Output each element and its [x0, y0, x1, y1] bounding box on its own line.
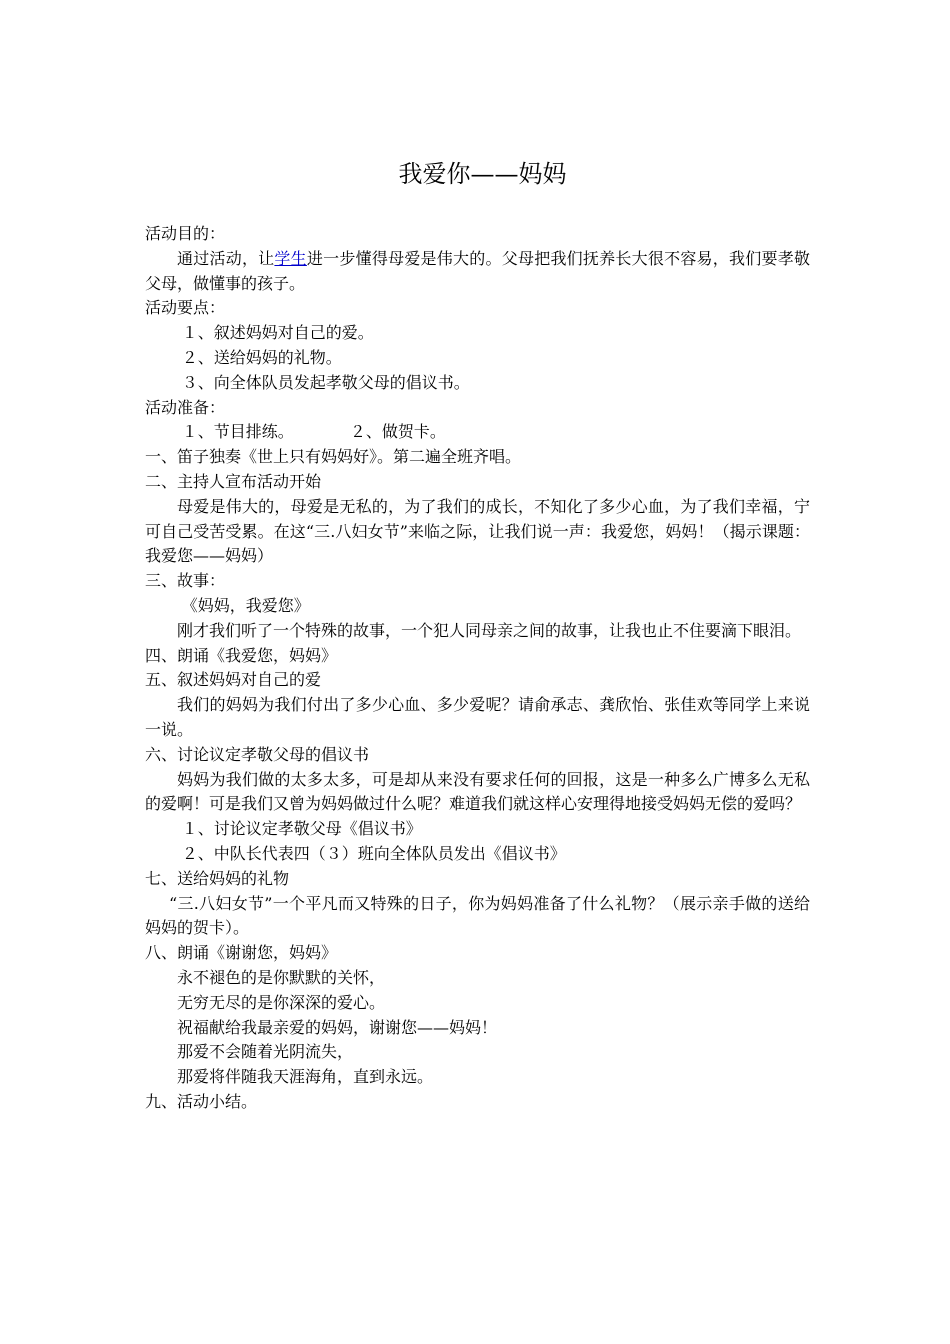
poem-line-2: 无穷无尽的是你深深的爱心。: [177, 992, 386, 1012]
point-item-1: １、叙述妈妈对自己的爱。: [181, 323, 374, 343]
section-6-item-1: １、讨论议定孝敬父母《倡议书》: [181, 819, 422, 839]
prep-items: [145, 420, 810, 445]
document-title: 我爱你——妈妈: [398, 160, 567, 188]
poem-line-3: 祝福献给我最亲爱的妈妈，谢谢您——妈妈！: [177, 1017, 498, 1037]
section-4-heading: 四、朗诵《我爱您，妈妈》: [145, 645, 338, 665]
point-item-2: ２、送给妈妈的礼物。: [181, 347, 342, 367]
poem-line-4: 那爱不会随着光阴流失，: [177, 1042, 354, 1062]
section-2-heading: 二、主持人宣布活动开始: [145, 471, 322, 491]
aim-paragraph: [145, 247, 810, 297]
section-7-heading: 七、送给妈妈的礼物: [145, 868, 290, 888]
document-page: [145, 150, 810, 1115]
section-6-paragraph: 妈妈为我们做的太多太多，可是却从来没有要求任何的回报，这是一种多么广博多么无私的爱啊！可是我们又曾为妈妈做过什么呢？难道我们就这样心安理得地接受妈妈无偿的爱吗？: [145, 769, 810, 814]
section-8-heading: 八、朗诵《谢谢您，妈妈》: [145, 943, 338, 963]
student-link[interactable]: 学生: [274, 248, 307, 268]
story-title: 《妈妈，我爱您》: [181, 595, 310, 615]
section-1-heading: 一、笛子独奏《世上只有妈妈好》。第二遍全班齐唱。: [145, 447, 522, 467]
section-6-heading: 六、讨论议定孝敬父母的倡议书: [145, 744, 370, 764]
poem-line-1: 永不褪色的是你默默的关怀，: [177, 967, 386, 987]
point-item-3: ３、向全体队员发起孝敬父母的倡议书。: [181, 372, 470, 392]
aim-text-start: 通过活动，让: [177, 248, 275, 268]
section-3-heading: 三、故事：: [145, 571, 226, 591]
section-5-paragraph: 我们的妈妈为我们付出了多少心血、多少爱呢？请俞承志、龚欣怡、张佳欢等同学上来说一说。: [145, 695, 810, 739]
section-5-heading: 五、叙述妈妈对自己的爱: [145, 670, 322, 690]
poem-line-5: 那爱将伴随我天涯海角，直到永远。: [177, 1067, 434, 1087]
prep-item-2: ２、做贺卡。: [349, 422, 446, 442]
section-6-item-2: ２、中队长代表四（３）班向全体队员发出《倡议书》: [181, 843, 566, 863]
prep-heading: 活动准备：: [145, 397, 226, 417]
prep-item-1: １、节目排练。: [181, 422, 294, 442]
section-3-paragraph: 刚才我们听了一个特殊的故事，一个犯人同母亲之间的故事，让我也止不住要滴下眼泪。: [177, 620, 802, 640]
section-7-paragraph: “三.八妇女节”一个平凡而又特殊的日子，你为妈妈准备了什么礼物？（展示亲手做的送给妈妈的贺卡）。: [145, 893, 810, 938]
aim-heading: 活动目的：: [145, 224, 226, 243]
section-2-paragraph: 母爱是伟大的，母爱是无私的，为了我们的成长，不知化了多少心血，为了我们幸福，宁可自己受苦受累。在这“三.八妇女节”来临之际，让我们说一声：我爱您，妈妈！（揭示课题：我爱您——妈妈）: [145, 496, 810, 566]
section-9-heading: 九、活动小结。: [145, 1091, 258, 1111]
aim-text-end: 进一步懂得母爱是伟大的。父母把我们抚养长大很不容易，我们要孝敬父母，做懂事的孩子。: [145, 248, 810, 293]
points-heading: 活动要点：: [145, 298, 226, 318]
